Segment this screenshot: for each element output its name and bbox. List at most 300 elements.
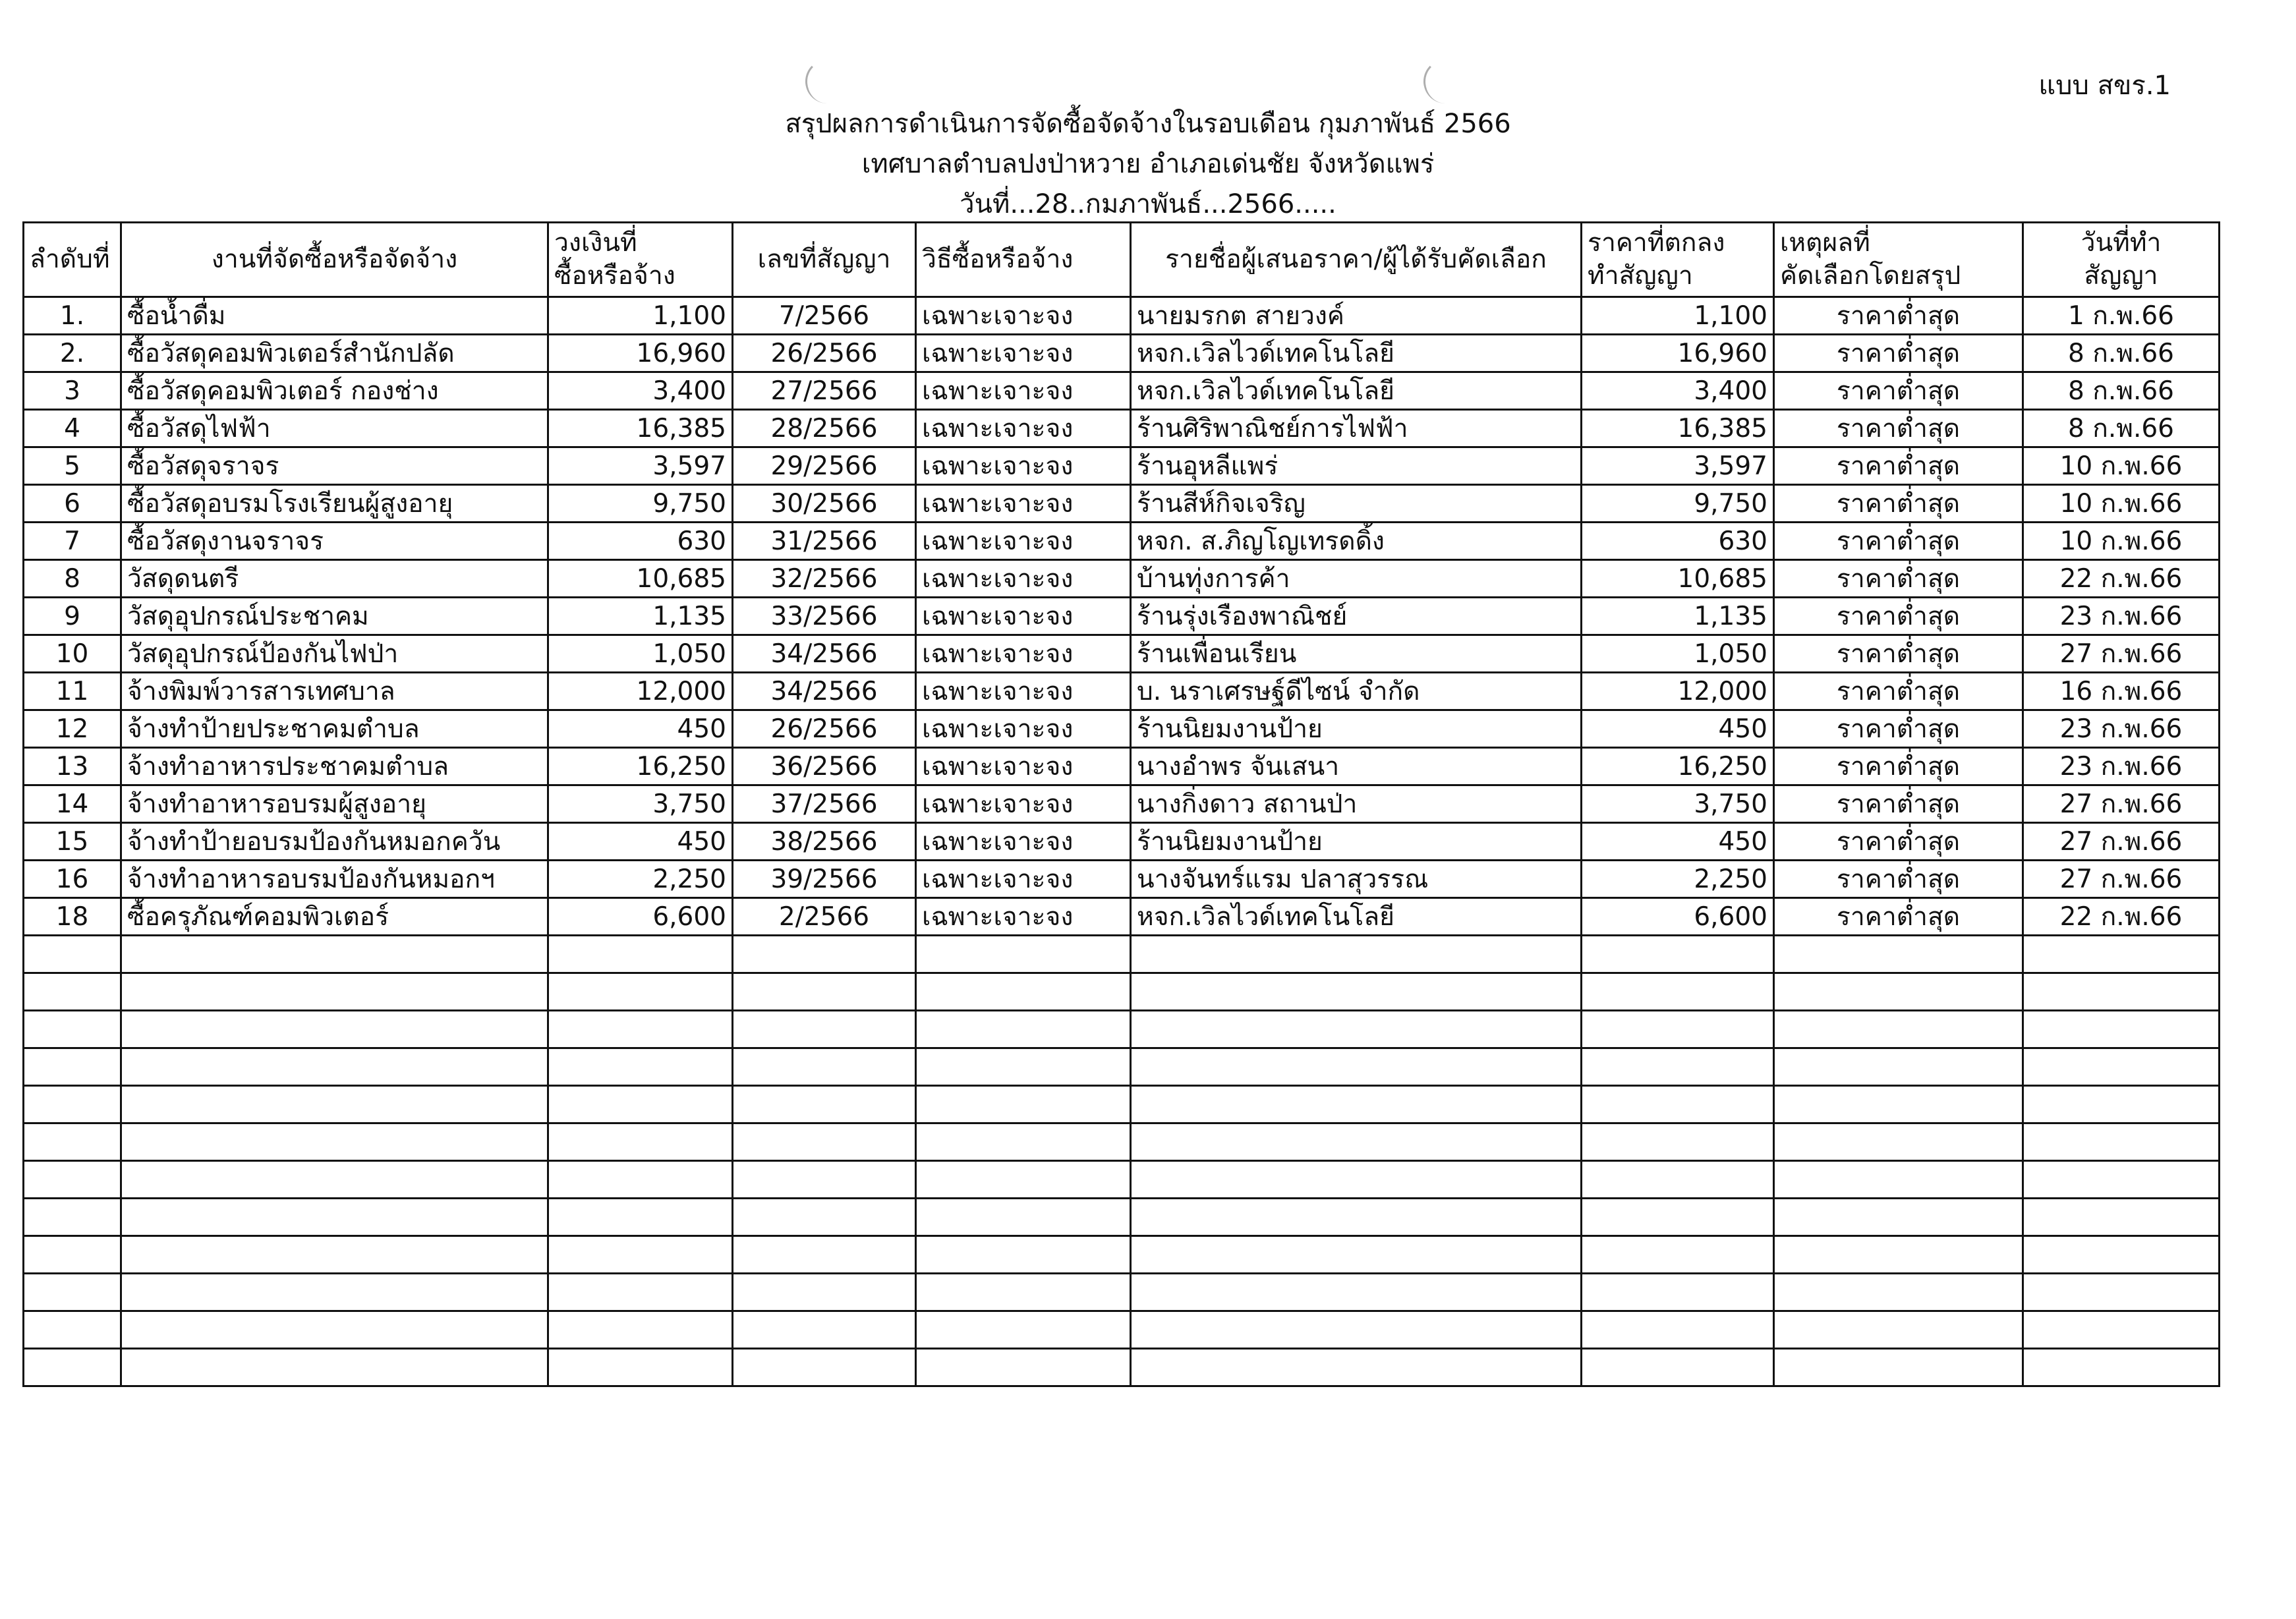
cell-bidder: หจก.เวิลไวด์เทคโนโลยี xyxy=(1131,335,1582,372)
header-date: วันที่ทำ สัญญา xyxy=(2023,223,2220,297)
cell-budget: 1,050 xyxy=(548,635,733,673)
empty-table-row xyxy=(24,1199,2220,1236)
cell-method: เฉพาะเจาะจง xyxy=(916,861,1131,898)
empty-table-row xyxy=(24,1048,2220,1086)
empty-cell xyxy=(2023,1048,2220,1086)
cell-budget: 3,400 xyxy=(548,372,733,410)
cell-price: 6,600 xyxy=(1582,898,1774,936)
cell-item: ซื้อวัสดุคอมพิวเตอร์ กองช่าง xyxy=(121,372,548,410)
cell-method: เฉพาะเจาะจง xyxy=(916,485,1131,523)
cell-contract-no: 29/2566 xyxy=(733,447,916,485)
cell-contract-no: 27/2566 xyxy=(733,372,916,410)
cell-contract-no: 31/2566 xyxy=(733,523,916,560)
empty-cell xyxy=(1582,1199,1774,1236)
cell-date: 8 ก.พ.66 xyxy=(2023,335,2220,372)
empty-cell xyxy=(1131,1086,1582,1123)
table-row xyxy=(24,598,2220,635)
empty-table-row xyxy=(24,1311,2220,1349)
cell-reason: ราคาต่ำสุด xyxy=(1774,335,2023,372)
cell-item: จ้างทำป้ายประชาคมตำบล xyxy=(121,710,548,748)
cell-seq: 12 xyxy=(24,710,121,748)
empty-cell xyxy=(548,1123,733,1161)
empty-cell xyxy=(916,1236,1131,1274)
empty-cell xyxy=(2023,1311,2220,1349)
cell-seq: 10 xyxy=(24,635,121,673)
table-row xyxy=(24,673,2220,710)
cell-price: 9,750 xyxy=(1582,485,1774,523)
empty-cell xyxy=(1131,1349,1582,1386)
empty-cell xyxy=(1582,936,1774,973)
header-row xyxy=(24,223,2220,297)
empty-table-row xyxy=(24,1086,2220,1123)
empty-cell xyxy=(1131,1123,1582,1161)
cell-price: 10,685 xyxy=(1582,560,1774,598)
cell-item: จ้างทำอาหารอบรมป้องกันหมอกฯ xyxy=(121,861,548,898)
cell-reason: ราคาต่ำสุด xyxy=(1774,673,2023,710)
cell-budget: 16,960 xyxy=(548,335,733,372)
empty-cell xyxy=(548,973,733,1011)
cell-reason: ราคาต่ำสุด xyxy=(1774,560,2023,598)
empty-cell xyxy=(24,1236,121,1274)
cell-bidder: ร้านศิริพาณิชย์การไฟฟ้า xyxy=(1131,410,1582,447)
empty-cell xyxy=(2023,1236,2220,1274)
cell-price: 12,000 xyxy=(1582,673,1774,710)
cell-reason: ราคาต่ำสุด xyxy=(1774,447,2023,485)
empty-cell xyxy=(24,1161,121,1199)
empty-cell xyxy=(1131,1161,1582,1199)
empty-table-row xyxy=(24,936,2220,973)
cell-contract-no: 30/2566 xyxy=(733,485,916,523)
cell-price: 16,960 xyxy=(1582,335,1774,372)
cell-contract-no: 39/2566 xyxy=(733,861,916,898)
empty-cell xyxy=(733,1123,916,1161)
empty-cell xyxy=(733,1011,916,1048)
cell-contract-no: 26/2566 xyxy=(733,335,916,372)
cell-date: 8 ก.พ.66 xyxy=(2023,410,2220,447)
cell-date: 22 ก.พ.66 xyxy=(2023,560,2220,598)
cell-seq: 3 xyxy=(24,372,121,410)
cell-bidder: ร้านนิยมงานป้าย xyxy=(1131,710,1582,748)
empty-cell xyxy=(1582,1161,1774,1199)
empty-cell xyxy=(733,1274,916,1311)
cell-item: ซื้อน้ำดื่ม xyxy=(121,297,548,335)
cell-budget: 16,250 xyxy=(548,748,733,785)
cell-method: เฉพาะเจาะจง xyxy=(916,823,1131,861)
empty-cell xyxy=(24,1048,121,1086)
empty-cell xyxy=(24,1274,121,1311)
cell-reason: ราคาต่ำสุด xyxy=(1774,748,2023,785)
empty-cell xyxy=(1582,1236,1774,1274)
cell-method: เฉพาะเจาะจง xyxy=(916,447,1131,485)
cell-date: 8 ก.พ.66 xyxy=(2023,372,2220,410)
header-bidder: รายชื่อผู้เสนอราคา/ผู้ได้รับคัดเลือก xyxy=(1131,223,1582,297)
header-contract-no: เลขที่สัญญา xyxy=(733,223,916,297)
cell-contract-no: 34/2566 xyxy=(733,673,916,710)
empty-cell xyxy=(1774,936,2023,973)
cell-date: 10 ก.พ.66 xyxy=(2023,523,2220,560)
cell-bidder: บ. นราเศรษฐ์ดีไซน์ จำกัด xyxy=(1131,673,1582,710)
table-row xyxy=(24,560,2220,598)
cell-date: 16 ก.พ.66 xyxy=(2023,673,2220,710)
title-line-2: เทศบาลตำบลปงป่าหวาย อำเภอเด่นชัย จังหวัดแพร่ xyxy=(861,149,1435,179)
empty-cell xyxy=(1131,1011,1582,1048)
empty-cell xyxy=(548,1274,733,1311)
empty-cell xyxy=(916,1349,1131,1386)
cell-contract-no: 7/2566 xyxy=(733,297,916,335)
cell-bidder: นางกิ่งดาว สถานป่า xyxy=(1131,785,1582,823)
empty-cell xyxy=(24,973,121,1011)
cell-reason: ราคาต่ำสุด xyxy=(1774,297,2023,335)
cell-method: เฉพาะเจาะจง xyxy=(916,785,1131,823)
cell-budget: 1,135 xyxy=(548,598,733,635)
empty-cell xyxy=(916,1161,1131,1199)
empty-cell xyxy=(24,1311,121,1349)
empty-cell xyxy=(1131,1048,1582,1086)
cell-price: 16,385 xyxy=(1582,410,1774,447)
empty-cell xyxy=(1774,1311,2023,1349)
cell-date: 27 ก.พ.66 xyxy=(2023,785,2220,823)
empty-cell xyxy=(24,1011,121,1048)
empty-cell xyxy=(733,1086,916,1123)
empty-table-row xyxy=(24,973,2220,1011)
header-budget: วงเงินที่ ซื้อหรือจ้าง xyxy=(548,223,733,297)
empty-cell xyxy=(1582,1123,1774,1161)
empty-cell xyxy=(548,1011,733,1048)
empty-table-row xyxy=(24,1274,2220,1311)
empty-cell xyxy=(916,936,1131,973)
cell-date: 10 ก.พ.66 xyxy=(2023,485,2220,523)
cell-contract-no: 2/2566 xyxy=(733,898,916,936)
empty-cell xyxy=(916,1199,1131,1236)
cell-seq: 2. xyxy=(24,335,121,372)
empty-cell xyxy=(916,1086,1131,1123)
empty-cell xyxy=(121,1349,548,1386)
empty-cell xyxy=(916,1011,1131,1048)
cell-method: เฉพาะเจาะจง xyxy=(916,560,1131,598)
table-row xyxy=(24,898,2220,936)
cell-method: เฉพาะเจาะจง xyxy=(916,372,1131,410)
empty-cell xyxy=(24,1086,121,1123)
empty-cell xyxy=(733,936,916,973)
empty-cell xyxy=(2023,1011,2220,1048)
empty-cell xyxy=(1582,1011,1774,1048)
cell-date: 1 ก.พ.66 xyxy=(2023,297,2220,335)
cell-price: 1,135 xyxy=(1582,598,1774,635)
empty-cell xyxy=(1582,1048,1774,1086)
empty-cell xyxy=(24,1349,121,1386)
table-row xyxy=(24,635,2220,673)
cell-reason: ราคาต่ำสุด xyxy=(1774,485,2023,523)
cell-bidder: ร้านรุ่งเรืองพาณิชย์ xyxy=(1131,598,1582,635)
cell-bidder: หจก. ส.ภิญโญเทรดดิ้ง xyxy=(1131,523,1582,560)
cell-date: 22 ก.พ.66 xyxy=(2023,898,2220,936)
empty-cell xyxy=(1774,973,2023,1011)
cell-reason: ราคาต่ำสุด xyxy=(1774,372,2023,410)
cell-price: 450 xyxy=(1582,823,1774,861)
empty-cell xyxy=(916,1123,1131,1161)
cell-seq: 13 xyxy=(24,748,121,785)
empty-cell xyxy=(548,1349,733,1386)
cell-method: เฉพาะเจาะจง xyxy=(916,898,1131,936)
empty-table-row xyxy=(24,1349,2220,1386)
empty-cell xyxy=(1131,1274,1582,1311)
cell-method: เฉพาะเจาะจง xyxy=(916,598,1131,635)
cell-price: 450 xyxy=(1582,710,1774,748)
empty-cell xyxy=(1582,1274,1774,1311)
empty-cell xyxy=(121,1199,548,1236)
cell-item: ซื้อวัสดุงานจราจร xyxy=(121,523,548,560)
cell-contract-no: 33/2566 xyxy=(733,598,916,635)
cell-reason: ราคาต่ำสุด xyxy=(1774,598,2023,635)
cell-method: เฉพาะเจาะจง xyxy=(916,410,1131,447)
empty-cell xyxy=(121,1274,548,1311)
cell-reason: ราคาต่ำสุด xyxy=(1774,823,2023,861)
cell-method: เฉพาะเจาะจง xyxy=(916,673,1131,710)
cell-method: เฉพาะเจาะจง xyxy=(916,635,1131,673)
empty-cell xyxy=(916,973,1131,1011)
empty-cell xyxy=(121,1011,548,1048)
table-row xyxy=(24,410,2220,447)
empty-cell xyxy=(1131,1236,1582,1274)
cell-bidder: บ้านทุ่งการค้า xyxy=(1131,560,1582,598)
empty-cell xyxy=(548,1199,733,1236)
empty-cell xyxy=(548,1311,733,1349)
cell-seq: 4 xyxy=(24,410,121,447)
title-line-3: วันที่...28..กมภาพันธ์...2566..... xyxy=(960,189,1336,219)
empty-cell xyxy=(1774,1236,2023,1274)
empty-cell xyxy=(1582,1086,1774,1123)
cell-method: เฉพาะเจาะจง xyxy=(916,335,1131,372)
empty-cell xyxy=(121,1086,548,1123)
empty-cell xyxy=(24,1123,121,1161)
cell-date: 27 ก.พ.66 xyxy=(2023,823,2220,861)
cell-seq: 7 xyxy=(24,523,121,560)
table-row xyxy=(24,785,2220,823)
empty-cell xyxy=(24,1199,121,1236)
cell-item: จ้างทำอาหารประชาคมตำบล xyxy=(121,748,548,785)
empty-cell xyxy=(2023,1274,2220,1311)
cell-item: ซื้อครุภัณฑ์คอมพิวเตอร์ xyxy=(121,898,548,936)
empty-cell xyxy=(121,1311,548,1349)
empty-cell xyxy=(733,1236,916,1274)
empty-cell xyxy=(2023,1161,2220,1199)
table-row xyxy=(24,297,2220,335)
cell-budget: 6,600 xyxy=(548,898,733,936)
cell-price: 1,100 xyxy=(1582,297,1774,335)
cell-item: วัสดุอุปกรณ์ประชาคม xyxy=(121,598,548,635)
cell-reason: ราคาต่ำสุด xyxy=(1774,523,2023,560)
cell-bidder: ร้านสีห์กิจเจริญ xyxy=(1131,485,1582,523)
table-row xyxy=(24,372,2220,410)
cell-budget: 3,750 xyxy=(548,785,733,823)
empty-cell xyxy=(733,1199,916,1236)
cell-date: 27 ก.พ.66 xyxy=(2023,635,2220,673)
empty-cell xyxy=(733,1311,916,1349)
empty-cell xyxy=(1131,1199,1582,1236)
cell-item: จ้างทำอาหารอบรมผู้สูงอายุ xyxy=(121,785,548,823)
cell-contract-no: 37/2566 xyxy=(733,785,916,823)
cell-bidder: ร้านนิยมงานป้าย xyxy=(1131,823,1582,861)
empty-cell xyxy=(1582,1311,1774,1349)
cell-date: 23 ก.พ.66 xyxy=(2023,710,2220,748)
cell-contract-no: 38/2566 xyxy=(733,823,916,861)
table-header xyxy=(24,223,2220,297)
punch-hole-mark xyxy=(805,59,834,103)
empty-cell xyxy=(733,1161,916,1199)
cell-seq: 8 xyxy=(24,560,121,598)
cell-contract-no: 28/2566 xyxy=(733,410,916,447)
empty-cell xyxy=(916,1274,1131,1311)
empty-cell xyxy=(121,936,548,973)
table-row xyxy=(24,710,2220,748)
cell-item: จ้างพิมพ์วารสารเทศบาล xyxy=(121,673,548,710)
empty-cell xyxy=(1582,973,1774,1011)
cell-reason: ราคาต่ำสุด xyxy=(1774,785,2023,823)
empty-table-row xyxy=(24,1161,2220,1199)
cell-item: ซื้อวัสดุไฟฟ้า xyxy=(121,410,548,447)
header-reason: เหตุผลที่ คัดเลือกโดยสรุป xyxy=(1774,223,2023,297)
empty-cell xyxy=(1131,1311,1582,1349)
cell-reason: ราคาต่ำสุด xyxy=(1774,710,2023,748)
cell-price: 3,597 xyxy=(1582,447,1774,485)
empty-table-row xyxy=(24,1123,2220,1161)
empty-cell xyxy=(548,1086,733,1123)
cell-seq: 15 xyxy=(24,823,121,861)
header-method: วิธีซื้อหรือจ้าง xyxy=(916,223,1131,297)
cell-item: ซื้อวัสดุจราจร xyxy=(121,447,548,485)
empty-cell xyxy=(733,973,916,1011)
cell-reason: ราคาต่ำสุด xyxy=(1774,410,2023,447)
empty-cell xyxy=(24,936,121,973)
table-row xyxy=(24,748,2220,785)
empty-cell xyxy=(733,1048,916,1086)
cell-budget: 9,750 xyxy=(548,485,733,523)
empty-cell xyxy=(1774,1086,2023,1123)
cell-bidder: หจก.เวิลไวด์เทคโนโลยี xyxy=(1131,372,1582,410)
empty-cell xyxy=(548,1236,733,1274)
empty-cell xyxy=(1774,1274,2023,1311)
cell-seq: 14 xyxy=(24,785,121,823)
cell-budget: 450 xyxy=(548,823,733,861)
cell-bidder: ร้านเพื่อนเรียน xyxy=(1131,635,1582,673)
cell-seq: 18 xyxy=(24,898,121,936)
cell-budget: 10,685 xyxy=(548,560,733,598)
cell-seq: 5 xyxy=(24,447,121,485)
header-seq: ลำดับที่ xyxy=(24,223,121,297)
cell-price: 2,250 xyxy=(1582,861,1774,898)
cell-reason: ราคาต่ำสุด xyxy=(1774,635,2023,673)
cell-seq: 11 xyxy=(24,673,121,710)
cell-budget: 3,597 xyxy=(548,447,733,485)
cell-date: 10 ก.พ.66 xyxy=(2023,447,2220,485)
empty-cell xyxy=(1774,1011,2023,1048)
form-code: แบบ สขร.1 xyxy=(2038,71,2171,101)
cell-method: เฉพาะเจาะจง xyxy=(916,748,1131,785)
cell-seq: 16 xyxy=(24,861,121,898)
cell-seq: 1. xyxy=(24,297,121,335)
cell-method: เฉพาะเจาะจง xyxy=(916,297,1131,335)
empty-cell xyxy=(2023,936,2220,973)
cell-reason: ราคาต่ำสุด xyxy=(1774,898,2023,936)
cell-item: จ้างทำป้ายอบรมป้องกันหมอกควัน xyxy=(121,823,548,861)
procurement-table xyxy=(22,221,2220,1387)
cell-contract-no: 32/2566 xyxy=(733,560,916,598)
cell-budget: 16,385 xyxy=(548,410,733,447)
empty-cell xyxy=(548,936,733,973)
empty-cell xyxy=(2023,1123,2220,1161)
cell-reason: ราคาต่ำสุด xyxy=(1774,861,2023,898)
cell-method: เฉพาะเจาะจง xyxy=(916,710,1131,748)
empty-cell xyxy=(916,1048,1131,1086)
cell-price: 3,750 xyxy=(1582,785,1774,823)
table-row xyxy=(24,335,2220,372)
empty-table-row xyxy=(24,1236,2220,1274)
cell-bidder: นางอำพร จันเสนา xyxy=(1131,748,1582,785)
cell-item: วัสดุอุปกรณ์ป้องกันไฟป่า xyxy=(121,635,548,673)
empty-cell xyxy=(548,1048,733,1086)
table-row xyxy=(24,485,2220,523)
cell-contract-no: 34/2566 xyxy=(733,635,916,673)
cell-price: 3,400 xyxy=(1582,372,1774,410)
empty-cell xyxy=(1131,973,1582,1011)
empty-cell xyxy=(916,1311,1131,1349)
empty-cell xyxy=(733,1349,916,1386)
cell-bidder: ร้านอุหลีแพร่ xyxy=(1131,447,1582,485)
empty-cell xyxy=(2023,1086,2220,1123)
empty-cell xyxy=(1774,1048,2023,1086)
empty-cell xyxy=(121,1236,548,1274)
empty-cell xyxy=(121,1048,548,1086)
cell-item: วัสดุดนตรี xyxy=(121,560,548,598)
table-row xyxy=(24,823,2220,861)
cell-date: 27 ก.พ.66 xyxy=(2023,861,2220,898)
cell-bidder: นายมรกต สายวงค์ xyxy=(1131,297,1582,335)
cell-price: 1,050 xyxy=(1582,635,1774,673)
table-row xyxy=(24,523,2220,560)
header-item: งานที่จัดซื้อหรือจัดจ้าง xyxy=(121,223,548,297)
empty-cell xyxy=(1131,936,1582,973)
document-title xyxy=(0,104,2296,225)
cell-date: 23 ก.พ.66 xyxy=(2023,598,2220,635)
empty-cell xyxy=(1774,1161,2023,1199)
empty-cell xyxy=(1774,1123,2023,1161)
cell-budget: 630 xyxy=(548,523,733,560)
cell-budget: 12,000 xyxy=(548,673,733,710)
cell-seq: 6 xyxy=(24,485,121,523)
empty-cell xyxy=(1582,1349,1774,1386)
header-price: ราคาที่ตกลง ทำสัญญา xyxy=(1582,223,1774,297)
empty-cell xyxy=(548,1161,733,1199)
empty-cell xyxy=(2023,1349,2220,1386)
empty-cell xyxy=(121,973,548,1011)
title-line-1: สรุปผลการดำเนินการจัดซื้อจัดจ้างในรอบเดือน กุมภาพันธ์ 2566 xyxy=(785,109,1511,139)
cell-item: ซื้อวัสดุอบรมโรงเรียนผู้สูงอายุ xyxy=(121,485,548,523)
cell-bidder: หจก.เวิลไวด์เทคโนโลยี xyxy=(1131,898,1582,936)
table-body xyxy=(24,297,2220,1386)
cell-contract-no: 36/2566 xyxy=(733,748,916,785)
table-row xyxy=(24,861,2220,898)
empty-cell xyxy=(2023,973,2220,1011)
empty-cell xyxy=(121,1123,548,1161)
cell-item: ซื้อวัสดุคอมพิวเตอร์สำนักปลัด xyxy=(121,335,548,372)
cell-budget: 1,100 xyxy=(548,297,733,335)
cell-method: เฉพาะเจาะจง xyxy=(916,523,1131,560)
cell-seq: 9 xyxy=(24,598,121,635)
punch-hole-mark xyxy=(1423,59,1452,103)
empty-cell xyxy=(1774,1349,2023,1386)
cell-budget: 2,250 xyxy=(548,861,733,898)
empty-table-row xyxy=(24,1011,2220,1048)
